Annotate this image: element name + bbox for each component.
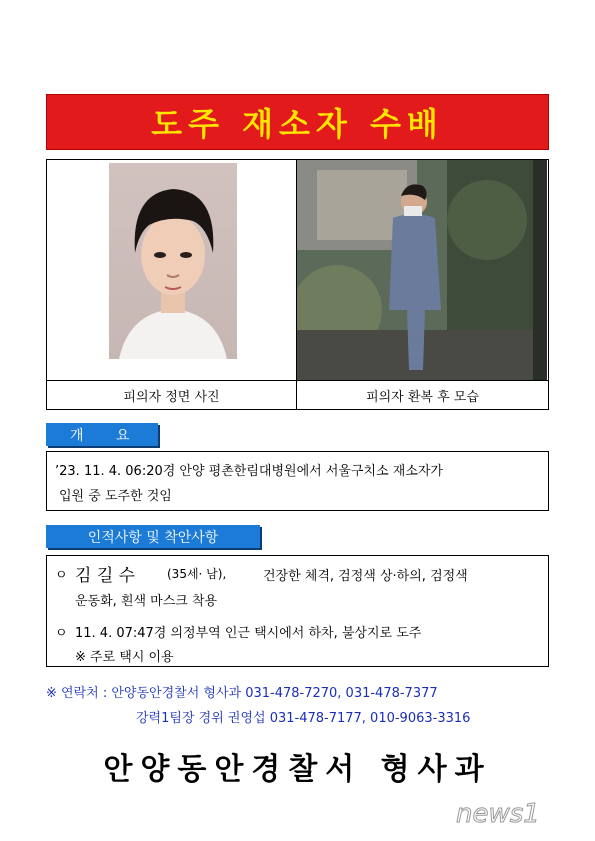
taxi-note: ※ 주로 택시 이용: [75, 650, 174, 665]
features-label: 인적사항 및 착안사항: [46, 525, 260, 548]
watermark-text: news1: [456, 799, 540, 829]
features-box: [46, 555, 549, 667]
bullet-1: ㅇ: [55, 568, 68, 583]
page-title: 도주 재소자 수배: [151, 105, 444, 143]
suspect-description-2: 운동화, 흰색 마스크 착용: [75, 594, 218, 609]
news1-watermark-logo: [452, 793, 592, 833]
front-photo: [109, 163, 237, 359]
suspect-name: 김 길 수: [75, 566, 136, 586]
bullet-2: ㅇ: [55, 626, 68, 641]
suspect-description-1: 건장한 체격, 검정색 상·하의, 검정색: [263, 569, 468, 584]
front-photo-caption: 피의자 정면 사진: [47, 381, 297, 409]
overview-label: 개 요: [46, 423, 158, 446]
after-change-photo: [297, 160, 547, 380]
footer-department: 안양동안경찰서 형사과: [103, 752, 492, 787]
suspect-age-sex: (35세· 남),: [167, 567, 227, 581]
front-photo-cell: [47, 160, 297, 380]
overview-box: [46, 451, 549, 511]
contact-line-1: ※ 연락처 : 안양동안경찰서 형사과 031-478-7270, 031-478-7377: [46, 686, 438, 701]
title-banner: [46, 94, 549, 150]
after-change-photo-caption: 피의자 환복 후 모습: [366, 389, 479, 405]
contact-line-2: 강력1팀장 경위 권영섭 031-478-7177, 010-9063-3316: [136, 711, 471, 726]
after-change-photo-cell: [297, 160, 548, 380]
overview-line-1: ’23. 11. 4. 06:20경 안양 평촌한림대병원에서 서울구치소 재소자가: [55, 464, 443, 479]
photo-table: [46, 159, 549, 410]
escape-event: 11. 4. 07:47경 의정부역 인근 택시에서 하차, 불상지로 도주: [75, 626, 422, 641]
overview-line-2: 입원 중 도주한 것임: [59, 489, 172, 504]
